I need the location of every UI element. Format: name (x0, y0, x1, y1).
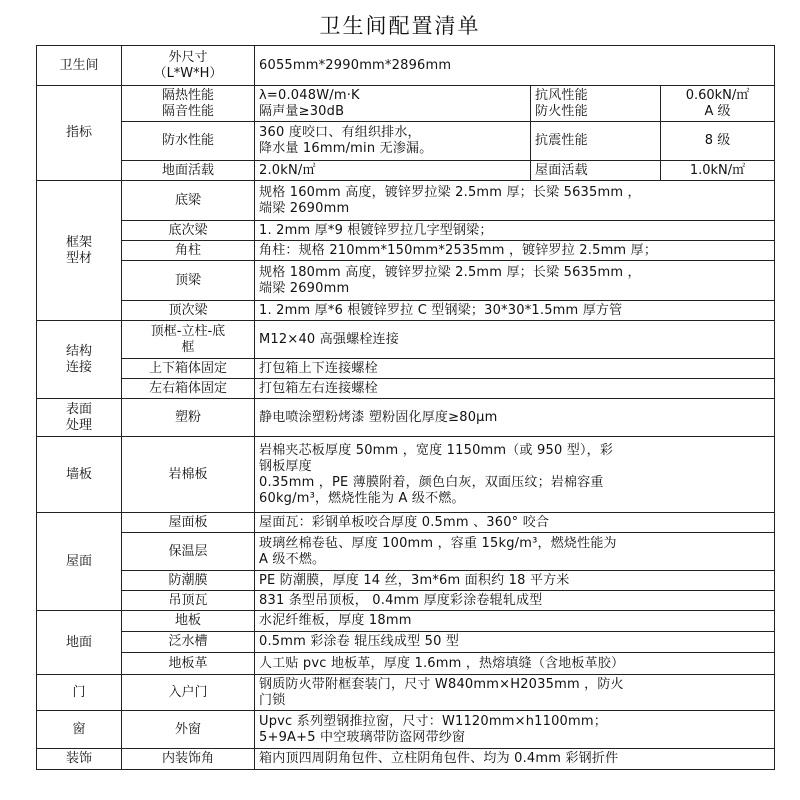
table-row (37, 86, 775, 122)
value-cell: 水泥纤维板，厚度 18mm (255, 611, 775, 632)
item-cell: 地面活载 (122, 161, 255, 181)
table-row (37, 161, 775, 181)
value-cell: 1. 2mm 厚*9 根镀锌罗拉几字型钢梁； (255, 221, 775, 241)
category-cell: 卫生间 (37, 46, 122, 86)
table-row (37, 653, 775, 675)
value-cell: 8 级 (661, 122, 775, 161)
table-row (37, 122, 775, 161)
value-cell: 打包箱左右连接螺栓 (255, 379, 775, 399)
category-cell: 指标 (37, 86, 122, 181)
table-row (37, 301, 775, 321)
item-cell: 岩棉板 (122, 437, 255, 513)
value-cell: 831 条型吊顶板， 0.4mm 厚度彩涂卷辊轧成型 (255, 591, 775, 611)
value-cell: 角柱：规格 210mm*150mm*2535mm ，镀锌罗拉 2.5mm 厚； (255, 241, 775, 261)
table-row (37, 181, 775, 221)
item-cell: 塑粉 (122, 399, 255, 437)
value-cell: 规格 180mm 高度，镀锌罗拉梁 2.5mm 厚；长梁 5635mm ， 端梁 2690mm (255, 261, 775, 301)
item-cell: 上下箱体固定 (122, 359, 255, 379)
table-row (37, 321, 775, 359)
category-cell: 窗 (37, 711, 122, 749)
value-cell: 1.0kN/㎡ (661, 161, 775, 181)
table-row (37, 46, 775, 86)
table-row (37, 221, 775, 241)
item-cell: 角柱 (122, 241, 255, 261)
value-cell: 玻璃丝棉卷毡、厚度 100mm ，容重 15kg/m³，燃烧性能为 A 级不燃。 (255, 533, 775, 571)
config-table (36, 45, 775, 770)
category-cell: 表面 处理 (37, 399, 122, 437)
table-row (37, 675, 775, 711)
item-cell: 防水性能 (122, 122, 255, 161)
item-cell: 屋面板 (122, 513, 255, 533)
value-cell: 0.60kN/㎡ A 级 (661, 86, 775, 122)
value-cell: 屋面瓦：彩钢单板咬合厚度 0.5mm 、360° 咬合 (255, 513, 775, 533)
page-title: 卫生间配置清单 (319, 14, 481, 38)
item-cell: 防潮膜 (122, 571, 255, 591)
value-cell: 人工贴 pvc 地板革，厚度 1.6mm ，热熔填缝（含地板革胶） (255, 653, 775, 675)
item-cell: 泛水槽 (122, 632, 255, 653)
value-cell: λ=0.048W/m·K 隔声量≥30dB (255, 86, 531, 122)
table-row (37, 591, 775, 611)
value-cell: 2.0kN/㎡ (255, 161, 531, 181)
item-cell: 顶框-立柱-底 框 (122, 321, 255, 359)
category-cell: 墙板 (37, 437, 122, 513)
item-cell: 内装饰角 (122, 749, 255, 770)
value-cell: 规格 160mm 高度，镀锌罗拉梁 2.5mm 厚；长梁 5635mm ， 端梁 2690mm (255, 181, 775, 221)
category-cell: 框架 型材 (37, 181, 122, 321)
item-cell: 地板 (122, 611, 255, 632)
item-cell: 顶梁 (122, 261, 255, 301)
item-cell: 底次梁 (122, 221, 255, 241)
category-cell: 结构 连接 (37, 321, 122, 399)
table-row (37, 533, 775, 571)
table-row (37, 379, 775, 399)
item-cell: 外尺寸 （L*W*H） (122, 46, 255, 86)
table-row (37, 359, 775, 379)
table-row (37, 711, 775, 749)
value-cell: Upvc 系列塑钢推拉窗，尺寸：W1120mm×h1100mm； 5+9A+5 中空玻璃带防盗网带纱窗 (255, 711, 775, 749)
table-row (37, 611, 775, 632)
item-cell: 抗风性能 防火性能 (531, 86, 661, 122)
table-row (37, 513, 775, 533)
value-cell: 打包箱上下连接螺栓 (255, 359, 775, 379)
item-cell: 外窗 (122, 711, 255, 749)
item-cell: 屋面活载 (531, 161, 661, 181)
item-cell: 左右箱体固定 (122, 379, 255, 399)
item-cell: 底梁 (122, 181, 255, 221)
value-cell: M12×40 高强螺栓连接 (255, 321, 775, 359)
table-row (37, 437, 775, 513)
category-cell: 门 (37, 675, 122, 711)
item-cell: 地板革 (122, 653, 255, 675)
table-row (37, 749, 775, 770)
value-cell: 箱内顶四周阴角包件、立柱阴角包件、均为 0.4mm 彩钢折件 (255, 749, 775, 770)
value-cell: 岩棉夹芯板厚度 50mm ，宽度 1150mm（或 950 型），彩 钢板厚度 0.35mm ，PE 薄膜附着，颜色白灰，双面压纹；岩棉容重 60kg/m³，燃烧性能为 A 级不燃。 (255, 437, 775, 513)
table-row (37, 399, 775, 437)
item-cell: 抗震性能 (531, 122, 661, 161)
item-cell: 隔热性能 隔音性能 (122, 86, 255, 122)
table-row (37, 241, 775, 261)
category-cell: 装饰 (37, 749, 122, 770)
item-cell: 入户门 (122, 675, 255, 711)
category-cell: 屋面 (37, 513, 122, 611)
value-cell: 6055mm*2990mm*2896mm (255, 46, 775, 86)
table-row (37, 632, 775, 653)
table-row (37, 571, 775, 591)
table-row (37, 261, 775, 301)
value-cell: 0.5mm 彩涂卷 辊压线成型 50 型 (255, 632, 775, 653)
category-cell: 地面 (37, 611, 122, 675)
value-cell: 静电喷涂塑粉烤漆 塑粉固化厚度≥80μm (255, 399, 775, 437)
value-cell: PE 防潮膜，厚度 14 丝，3m*6m 面积约 18 平方米 (255, 571, 775, 591)
value-cell: 钢质防火带附框套装门，尺寸 W840mm×H2035mm ，防火 门锁 (255, 675, 775, 711)
item-cell: 保温层 (122, 533, 255, 571)
item-cell: 吊顶瓦 (122, 591, 255, 611)
value-cell: 360 度咬口、有组织排水， 降水量 16mm/min 无渗漏。 (255, 122, 531, 161)
item-cell: 顶次梁 (122, 301, 255, 321)
value-cell: 1. 2mm 厚*6 根镀锌罗拉 C 型钢梁；30*30*1.5mm 厚方管 (255, 301, 775, 321)
